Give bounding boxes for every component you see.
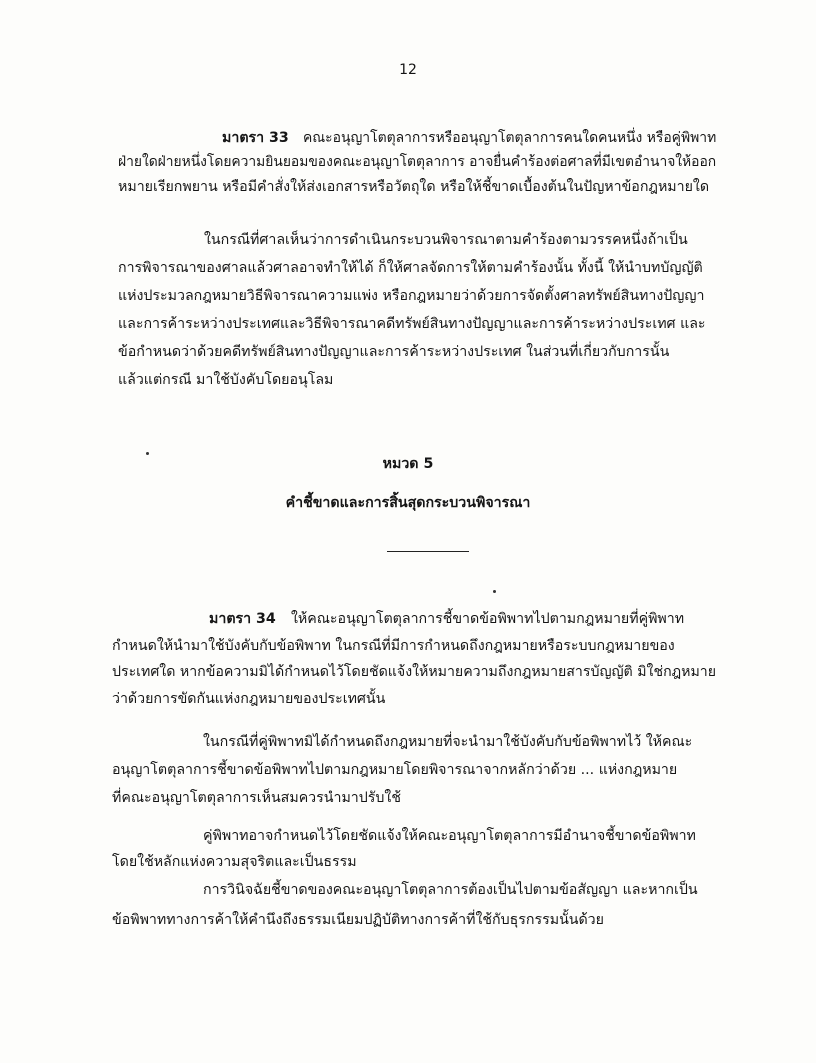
section-34-line: ที่คณะอนุญาโตตุลาการเห็นสมควรนำมาปรับใช้ xyxy=(112,790,401,806)
section-34-line: ว่าด้วยการขัดกันแห่งกฎหมายของประเทศนั้น xyxy=(112,691,386,707)
section-34-line: โดยใช้หลักแห่งความสุจริตและเป็นธรรม xyxy=(112,854,357,870)
section-33-line: หมายเรียกพยาน หรือมีคำสั่งให้ส่งเอกสารหรือวัตถุใด หรือให้ชี้ขาดเบื้องต้นในปัญหาข้อกฎหมายใด xyxy=(118,179,710,195)
section-34-line: ข้อพิพาททางการค้าให้คำนึงถึงธรรมเนียมปฏิบัติทางการค้าที่ใช้กับธุรกรรมนั้นด้วย xyxy=(112,912,604,928)
section-33-line: ในกรณีที่ศาลเห็นว่าการดำเนินกระบวนพิจารณาตามคำร้องตามวรรคหนึ่งถ้าเป็น xyxy=(204,232,688,248)
section-34-line: อนุญาโตตุลาการชี้ขาดข้อพิพาทไปตามกฎหมายโดยพิจารณาจากหลักว่าด้วย ... แห่งกฎหมาย xyxy=(112,762,678,778)
section-34-line: ประเทศใด หากข้อความมิได้กำหนดไว้โดยชัดแจ้งให้หมายความถึงกฎหมายสารบัญญัติ มิใช่กฎหมาย xyxy=(112,664,717,680)
section-33-line: ข้อกำหนดว่าด้วยคดีทรัพย์สินทางปัญญาและการค้าระหว่างประเทศ ในส่วนที่เกี่ยวกับการนั้น xyxy=(118,344,670,360)
section-33-line: ฝ่ายใดฝ่ายหนึ่งโดยความยินยอมของคณะอนุญาโตตุลาการ อาจยื่นคำร้องต่อศาลที่มีเขตอำนาจให้ออก xyxy=(118,154,717,170)
chapter-title: หมวด 5 xyxy=(382,456,434,472)
chapter-subtitle: คำชี้ขาดและการสิ้นสุดกระบวนพิจารณา xyxy=(285,495,531,511)
section-33-line: คณะอนุญาโตตุลาการหรืออนุญาโตตุลาการคนใดคนหนึ่ง หรือคู่พิพาท xyxy=(303,130,717,146)
page-number: 12 xyxy=(399,62,417,78)
section-33-heading: มาตรา 33 xyxy=(222,130,289,146)
chapter-divider xyxy=(387,551,469,552)
section-33-line: แล้วแต่กรณี มาใช้บังคับโดยอนุโลม xyxy=(118,372,334,388)
section-34-heading: มาตรา 34 xyxy=(209,611,276,627)
section-33-line: การพิจารณาของศาลแล้วศาลอาจทำให้ได้ ก็ให้ศาลจัดการให้ตามคำร้องนั้น ทั้งนี้ ให้นำบทบัญญัติ xyxy=(118,260,703,276)
section-34-line: การวินิจฉัยชี้ขาดของคณะอนุญาโตตุลาการต้องเป็นไปตามข้อสัญญา และหากเป็น xyxy=(203,882,698,898)
section-34-line: คู่พิพาทอาจกำหนดไว้โดยชัดแจ้งให้คณะอนุญาโตตุลาการมีอำนาจชี้ขาดข้อพิพาท xyxy=(203,828,696,844)
section-34-line: ให้คณะอนุญาโตตุลาการชี้ขาดข้อพิพาทไปตามกฎหมายที่คู่พิพาท xyxy=(291,611,685,627)
section-34-line: ในกรณีที่คู่พิพาทมิได้กำหนดถึงกฎหมายที่จะนำมาใช้บังคับกับข้อพิพาทไว้ ให้คณะ xyxy=(203,734,693,750)
scan-speck xyxy=(493,590,496,593)
section-33-line: และการค้าระหว่างประเทศและวิธีพิจารณาคดีทรัพย์สินทางปัญญาและการค้าระหว่างประเทศ และ xyxy=(118,316,706,332)
section-33-line: แห่งประมวลกฎหมายวิธีพิจารณาความแพ่ง หรือกฎหมายว่าด้วยการจัดตั้งศาลทรัพย์สินทางปัญญา xyxy=(118,288,705,304)
section-34-line: กำหนดให้นำมาใช้บังคับกับข้อพิพาท ในกรณีที่มีการกำหนดถึงกฎหมายหรือระบบกฎหมายของ xyxy=(112,638,675,654)
